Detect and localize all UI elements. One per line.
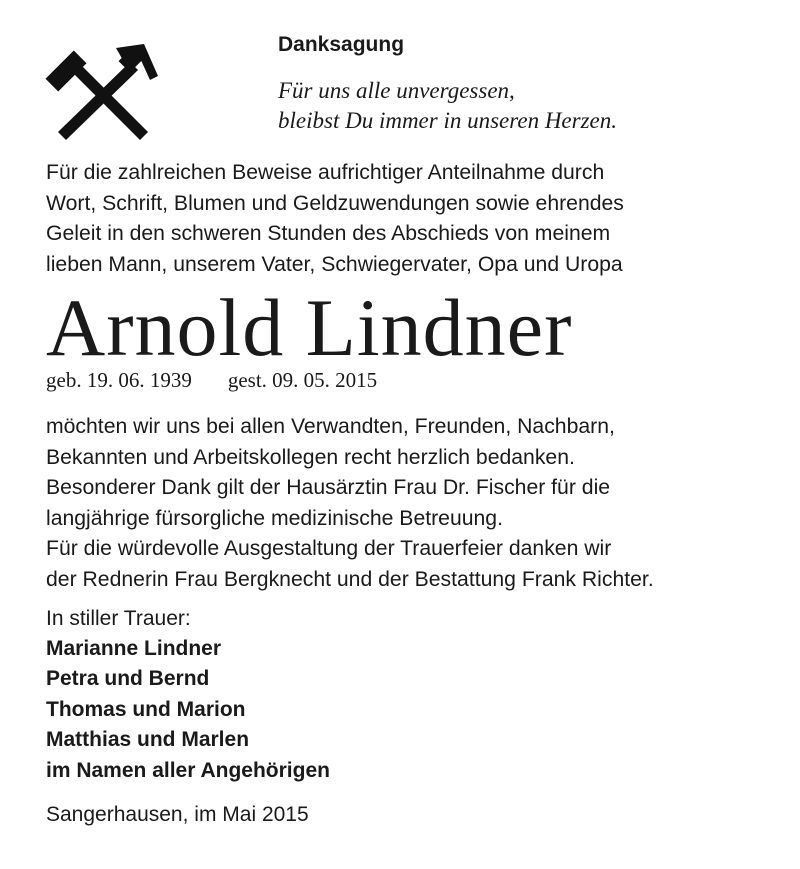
thanks-line: Bekannten und Arbeitskollegen recht herzlich bedanken. [46,445,575,469]
thanks-line: Für die würdevolle Ausgestaltung der Trauerfeier danken wir [46,537,612,560]
thanks-paragraph [46,412,654,595]
thanks-line: langjährige fürsorgliche medizinische Betreuung. [46,506,503,530]
birth-date: geb. 19. 06. 1939 [46,368,192,392]
motto-line: Für uns alle unvergessen, [278,78,515,103]
thanks-line: Besonderer Dank gilt der Hausärztin Frau Dr. Fischer für die [46,476,611,499]
heading-title: Danksagung [278,33,405,56]
mourning-label: In stiller Trauer: [46,607,191,630]
motto-line: bleibst Du immer in unseren Herzen. [278,108,617,133]
thanks-line: der Rednerin Frau Bergknecht und der Bestattung Frank Richter. [46,567,654,591]
mourner-name: Thomas und Marion [46,697,246,721]
intro-line: lieben Mann, unserem Vater, Schwiegervater, Opa und Uropa [46,252,623,276]
mourner-name: Matthias und Marlen [46,728,250,752]
mourners-list [46,634,330,786]
death-date: gest. 09. 05. 2015 [227,368,378,392]
mourner-name: Marianne Lindner [46,637,222,660]
life-dates [46,366,377,394]
motto [278,76,617,136]
place-and-date: Sangerhausen, im Mai 2015 [46,803,309,826]
hammer-and-pick-icon [44,40,160,140]
mourner-name: im Namen aller Angehörigen [46,758,330,782]
intro-paragraph [46,158,624,280]
thanks-line: möchten wir uns bei allen Verwandten, Freunden, Nachbarn, [46,415,615,438]
intro-line: Für die zahlreichen Beweise aufrichtiger Anteilnahme durch [46,161,605,184]
intro-line: Geleit in den schweren Stunden des Abschieds von meinem [46,222,611,245]
intro-line: Wort, Schrift, Blumen und Geldzuwendungen sowie ehrendes [46,191,624,215]
mourner-name: Petra und Bernd [46,667,210,691]
deceased-name: Arnold Lindner [46,282,573,373]
